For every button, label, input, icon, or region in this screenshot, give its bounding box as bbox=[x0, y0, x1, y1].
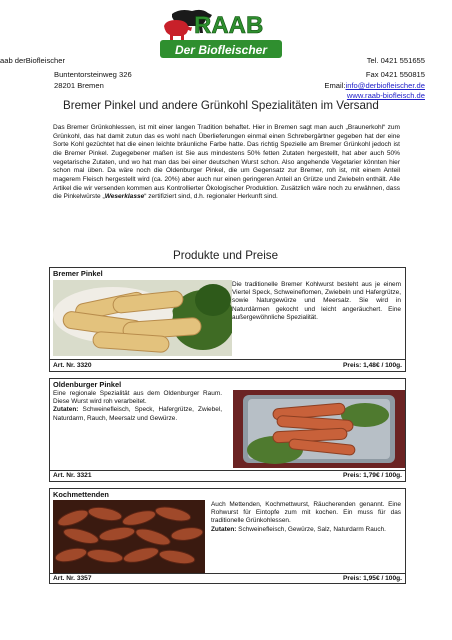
weserklasse-label: Weserklasse bbox=[104, 193, 145, 201]
article-number: Art. Nr. 3320 bbox=[53, 362, 92, 369]
product-image bbox=[53, 280, 232, 356]
article-number: Art. Nr. 3357 bbox=[53, 575, 92, 582]
intro-paragraph bbox=[53, 124, 400, 202]
telephone: Tel. 0421 551655 bbox=[366, 56, 425, 65]
street-address: Buntentorsteinweg 326 bbox=[54, 70, 132, 79]
page-title: Bremer Pinkel und andere Grünkohl Spezialitäten im Versand bbox=[63, 99, 379, 112]
product-description-text: Auch Mettenden, Kochmettwurst, Räucherenden genannt. Eine Rohwurst für Eintopfe zum mit kochen. Ein muss für das traditionelle Grünkohlessen. bbox=[211, 501, 401, 525]
article-number: Art. Nr. 3321 bbox=[53, 472, 92, 479]
product-description bbox=[211, 501, 401, 534]
product-name: Bremer Pinkel bbox=[53, 269, 103, 278]
fax: Fax 0421 550815 bbox=[365, 70, 425, 79]
logo-title: RAAB bbox=[194, 12, 264, 39]
product-description-text: Eine regionale Spezialität aus dem Oldenburger Raum. Diese Wurst wird roh verarbeitet. bbox=[53, 390, 222, 406]
ingredients-label: Zutaten: bbox=[53, 406, 79, 414]
product-price: Preis: 1,95€ / 100g. bbox=[342, 575, 402, 582]
section-subtitle: Produkte und Preise bbox=[173, 249, 279, 262]
email-label: Email: bbox=[324, 81, 346, 90]
product-price: Preis: 1,79€ / 100g. bbox=[342, 472, 402, 479]
intro-tail-text: “ zertifiziert sind, d.h. regionaler Herkunft sind. bbox=[144, 193, 278, 201]
product-image bbox=[53, 500, 205, 573]
ingredients-text: Schweinefleisch, Gewürze, Salz, Naturdarm Rauch. bbox=[236, 525, 386, 533]
raab-logo bbox=[158, 4, 284, 62]
company-short-name: aab derBiofleischer bbox=[0, 56, 66, 65]
product-card-oldenburger-pinkel bbox=[49, 378, 406, 482]
intro-tail-open: „ bbox=[102, 193, 105, 201]
email-line bbox=[324, 81, 425, 91]
product-card-bremer-pinkel bbox=[49, 267, 406, 372]
product-name: Oldenburger Pinkel bbox=[53, 380, 122, 389]
email-link[interactable]: info@derbiofleischer.de bbox=[345, 81, 425, 90]
ingredients-text: Schweinefleisch, Speck, Hafergrütze, Zwiebel, Naturdarm, Rauch, Meersalz und Gewürze. bbox=[53, 406, 222, 422]
ingredients-label: Zutaten: bbox=[211, 525, 237, 533]
product-card-kochmettenden bbox=[49, 488, 406, 584]
logo-graphic bbox=[158, 4, 284, 62]
logo-subtitle: Der Biofleischer bbox=[174, 43, 268, 57]
product-price: Preis: 1,48€ / 100g. bbox=[342, 362, 402, 369]
product-image bbox=[233, 390, 405, 468]
city-address: 28201 Bremen bbox=[54, 81, 104, 90]
intro-text: Das Bremer Grünkohlessen, ist mit einer langen Tradition behaftet. Hier in Bremen sagt man auch „Braunerkohl“ zum Grünkohl, das hat damit zutun das es wohl nach Überlieferungen einmal einen Schrebergärtner gegeben hat der eine Sorte Kohl gezüchtet hat die einen leichte bräunliche Farbe hatte. Das richtig Spezielle am Bremer Grünkohl jedoch ist die Bremer Pinkel. Zugegebener maßen ist Sie aus mindestens 50% fetten Zutaten hergestellt, hat aber auch 50% vegetarische Zutaten, und wo hat man das bei einer deutschen Wurst schon. Also angehende Vegetarier könnten hier schon mal üben. Da wäre noch die Oldenburger Pinkel, die um Gegensatz zur Bremer, roh ist, mit einem Anteil magerem Fleisch hergestellt wird (ca. 20%) aber auch nur einen geringeren Anteil an Grütze und Zwiebeln enthält. Alle Artikel die wir versenden kommen aus Kontrollierter Ökologischer Produktion. Zusätzlich wäre noch zu erwähnen, dass die Pinkelwürste bbox=[53, 124, 400, 201]
product-description bbox=[53, 390, 222, 423]
product-name: Kochmettenden bbox=[53, 490, 109, 499]
website-link[interactable]: www.raab-biofleisch.de bbox=[346, 91, 425, 100]
product-description: Die traditionelle Bremer Kohlwurst besteht aus je einem Viertel Speck, Schweineflomen, Zwiebeln und Hafergrütze, sowie Naturgewürze und Meersalz. Sie wird in Naturdärmen gekocht und leicht angeräuchert. Eine außergewöhnliche Spezialität. bbox=[232, 281, 401, 321]
